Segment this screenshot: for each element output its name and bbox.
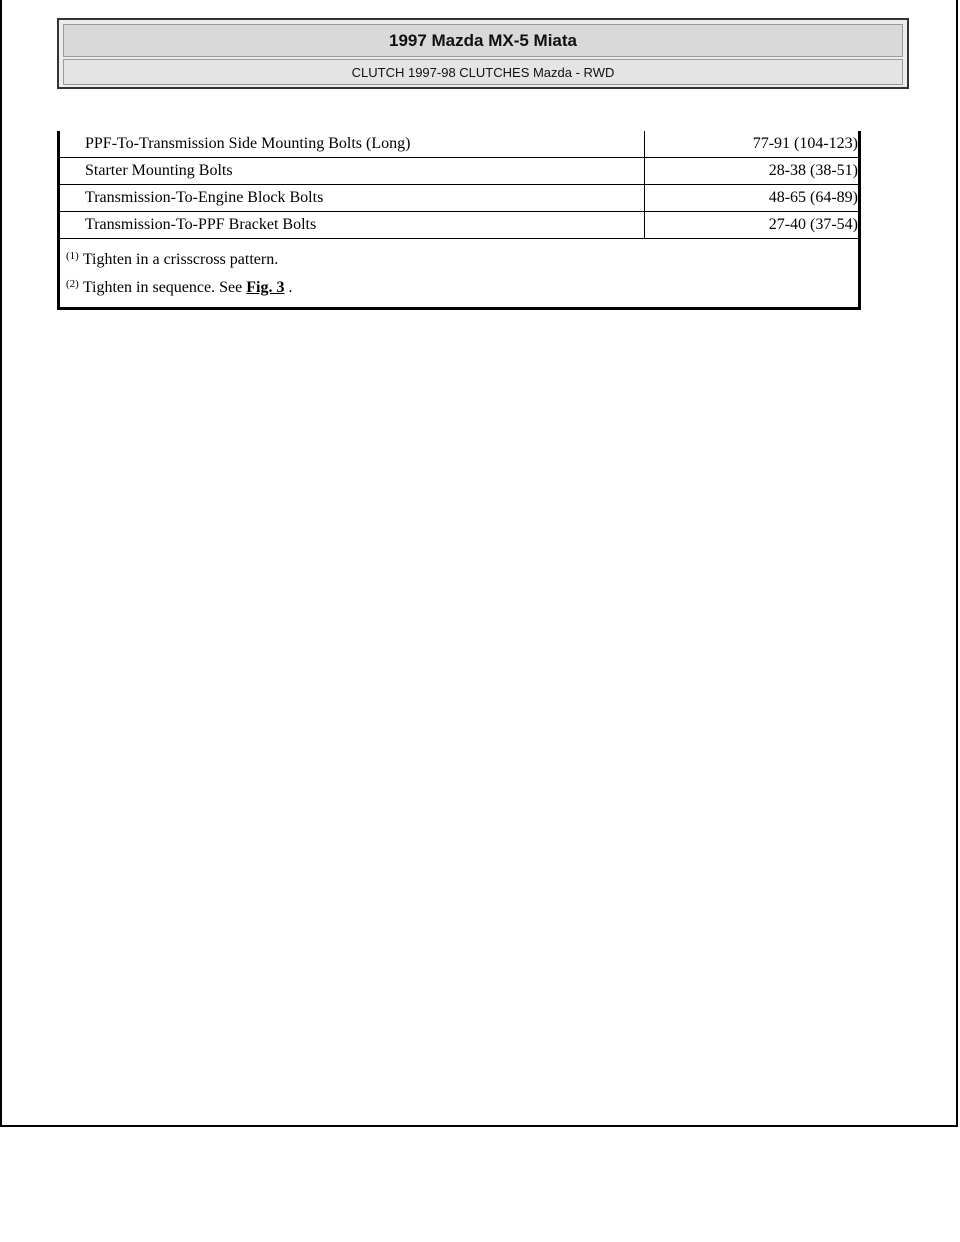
table-cell-description: Starter Mounting Bolts — [60, 158, 645, 184]
table-row — [60, 131, 858, 158]
table-cell-description: Transmission-To-PPF Bracket Bolts — [60, 212, 645, 238]
footnote-text: Tighten in a crisscross pattern. — [82, 251, 279, 268]
footnote-text-end: . — [288, 279, 293, 296]
document-header — [57, 18, 909, 89]
document-title: 1997 Mazda MX-5 Miata — [388, 30, 577, 50]
table-cell-value: 48-65 (64-89) — [768, 189, 858, 206]
footnote-marker: (1) — [66, 250, 79, 262]
table-cell-description: Transmission-To-Engine Block Bolts — [60, 185, 645, 211]
header-title-box — [63, 24, 903, 57]
table-row — [60, 158, 858, 185]
table-cell-value: 28-38 (38-51) — [768, 162, 858, 179]
table-row — [60, 212, 858, 239]
figure-link[interactable]: Fig. 3 — [246, 279, 285, 296]
document-subtitle: CLUTCH 1997-98 CLUTCHES Mazda - RWD — [351, 64, 615, 80]
table-cell-description: PPF-To-Transmission Side Mounting Bolts (Long) — [60, 131, 645, 157]
table-cell-value: 27-40 (37-54) — [768, 216, 858, 233]
table-cell-value: 77-91 (104-123) — [752, 135, 858, 152]
footnote-text: Tighten in sequence. See — [82, 279, 243, 296]
table-row — [60, 185, 858, 212]
footnote-2 — [66, 273, 858, 301]
table-footnotes — [60, 239, 858, 307]
torque-spec-table — [57, 131, 861, 310]
footnote-marker: (2) — [66, 278, 79, 290]
footnote-1 — [66, 245, 858, 273]
header-subtitle-box — [63, 59, 903, 85]
